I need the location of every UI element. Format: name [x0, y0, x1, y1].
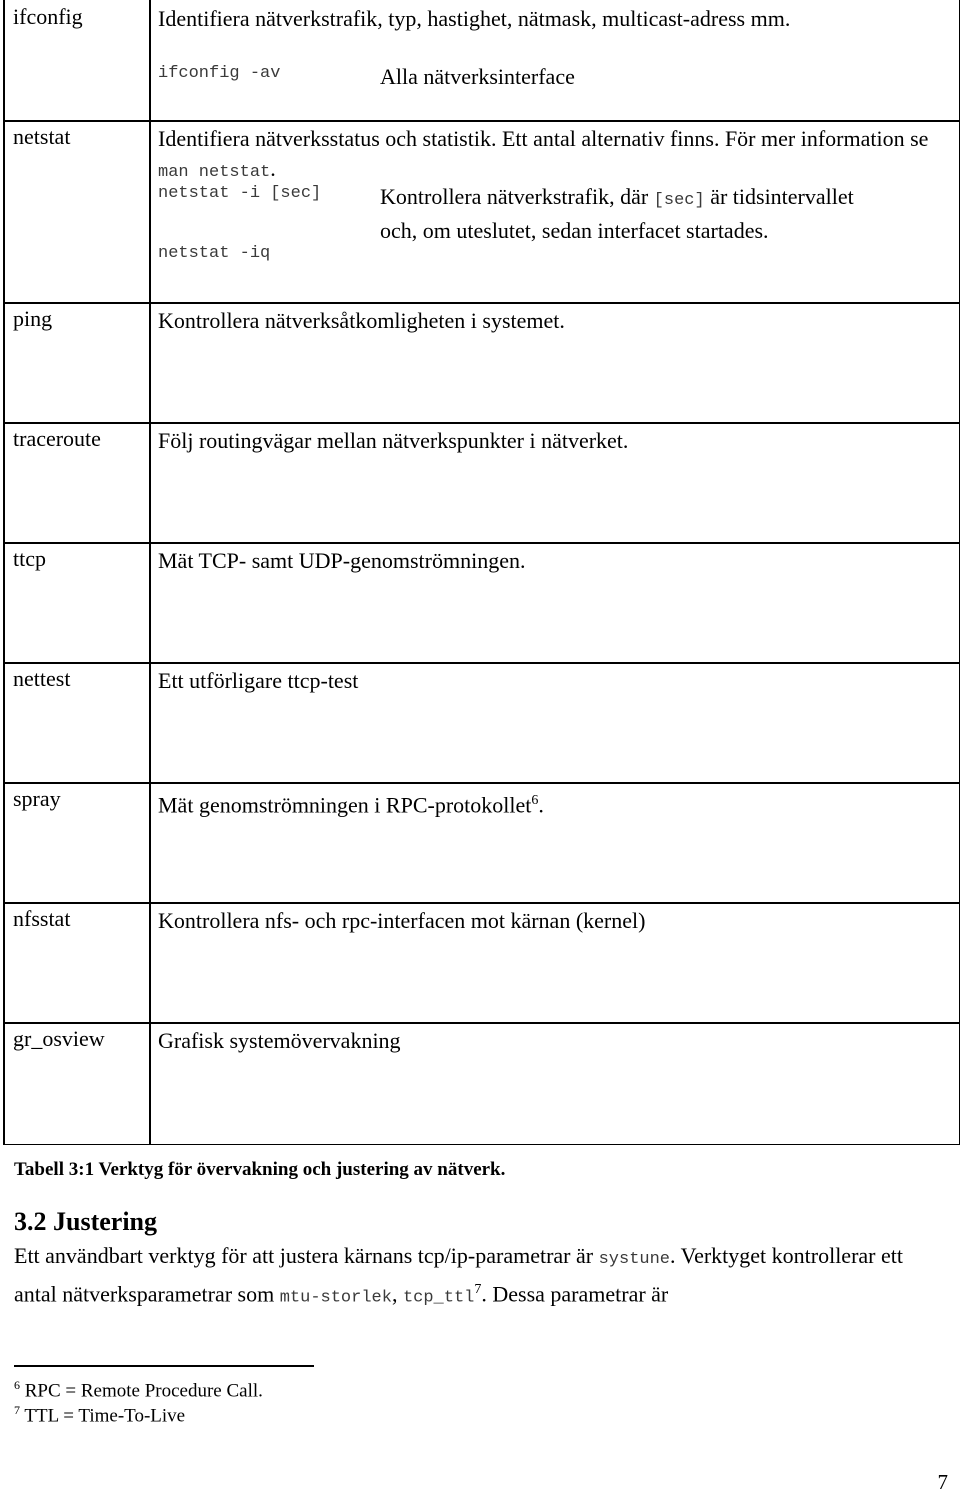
desc-spray: Mät genomströmningen i RPC-protokollet$^6$.	[158, 792, 544, 818]
code-systune: systune	[598, 1250, 671, 1269]
section-heading: 3.2 Justering	[14, 1207, 157, 1236]
code-sec: [sec]	[653, 191, 705, 210]
desc-ping: Kontrollera nätverksåtkomligheten i systemet.	[158, 308, 565, 333]
footnote-6: $^6$ RPC = Remote Procedure Call.	[14, 1378, 263, 1402]
cmd-ttcp: ttcp	[13, 546, 46, 571]
footnote-ref-6: 6	[531, 793, 539, 808]
cmd-spray: spray	[13, 786, 61, 811]
table-row-ttcp	[3, 542, 960, 662]
code-tcp-ttl: tcp_ttl	[402, 1288, 475, 1308]
code-man-netstat: man netstat	[158, 163, 271, 182]
subdesc-netstat-i: Kontrollera nätverkstrafik, där [sec] är tidsintervallet och, om uteslutet, sedan interfacet startades.	[380, 184, 854, 243]
table-row-ifconfig	[3, 0, 960, 120]
page-number: 7	[937, 1470, 948, 1494]
tools-table	[3, 0, 960, 1145]
code-mtu-storlek: mtu-storlek	[279, 1288, 392, 1308]
desc-traceroute: Följ routingvägar mellan nätverkspunkter i nätverket.	[158, 428, 629, 453]
desc-nfsstat: Kontrollera nfs- och rpc-interfacen mot kärnan (kernel)	[158, 908, 646, 933]
subcmd-netstat-iq: netstat -iq	[158, 244, 271, 263]
cmd-traceroute: traceroute	[13, 426, 101, 451]
cmd-ifconfig: ifconfig	[13, 4, 83, 29]
cmd-ping: ping	[13, 306, 53, 331]
subcmd-ifconfig-av: ifconfig -av	[158, 64, 281, 83]
table-row-traceroute	[3, 422, 960, 542]
desc-netstat: Identifiera nätverksstatus och statistik. Ett antal alternativ finns. För mer information se man netstat.	[158, 126, 929, 182]
cmd-nfsstat: nfsstat	[13, 906, 71, 931]
cmd-nettest: nettest	[13, 666, 71, 691]
subdesc-ifconfig-av: Alla nätverksinterface	[380, 64, 575, 89]
body-paragraph: Ett användbart verktyg för att justera kärnans tcp/ip-parametrar är systune. Verktyget kontrollerar ett antal nätverksparametrar som mtu-storlek, tcp_ttl$^7$. Dessa parametrar är	[14, 1243, 903, 1308]
table-row-gr-osview	[3, 1022, 960, 1144]
table-caption: Tabell 3:1 Verktyg för övervakning och justering av nätverk.	[14, 1159, 506, 1180]
cmd-netstat: netstat	[13, 124, 71, 149]
table-row-netstat	[3, 120, 960, 302]
table-row-nfsstat	[3, 902, 960, 1022]
desc-gr-osview: Grafisk systemövervakning	[158, 1028, 401, 1053]
desc-ifconfig: Identifiera nätverkstrafik, typ, hastighet, nätmask, multicast-adress mm.	[158, 6, 791, 31]
table-row-nettest	[3, 662, 960, 782]
table-row-ping	[3, 302, 960, 422]
table-row-spray	[3, 782, 960, 902]
footnote-separator	[14, 1365, 314, 1367]
desc-ttcp: Mät TCP- samt UDP-genomströmningen.	[158, 548, 526, 573]
cmd-gr-osview: gr_osview	[13, 1026, 105, 1051]
subcmd-netstat-i: netstat -i [sec]	[158, 184, 322, 203]
desc-nettest: Ett utförligare ttcp-test	[158, 668, 359, 693]
footnote-ref-7: 7	[474, 1282, 482, 1297]
footnote-7: $^7$ TTL = Time-To-Live	[14, 1403, 186, 1427]
